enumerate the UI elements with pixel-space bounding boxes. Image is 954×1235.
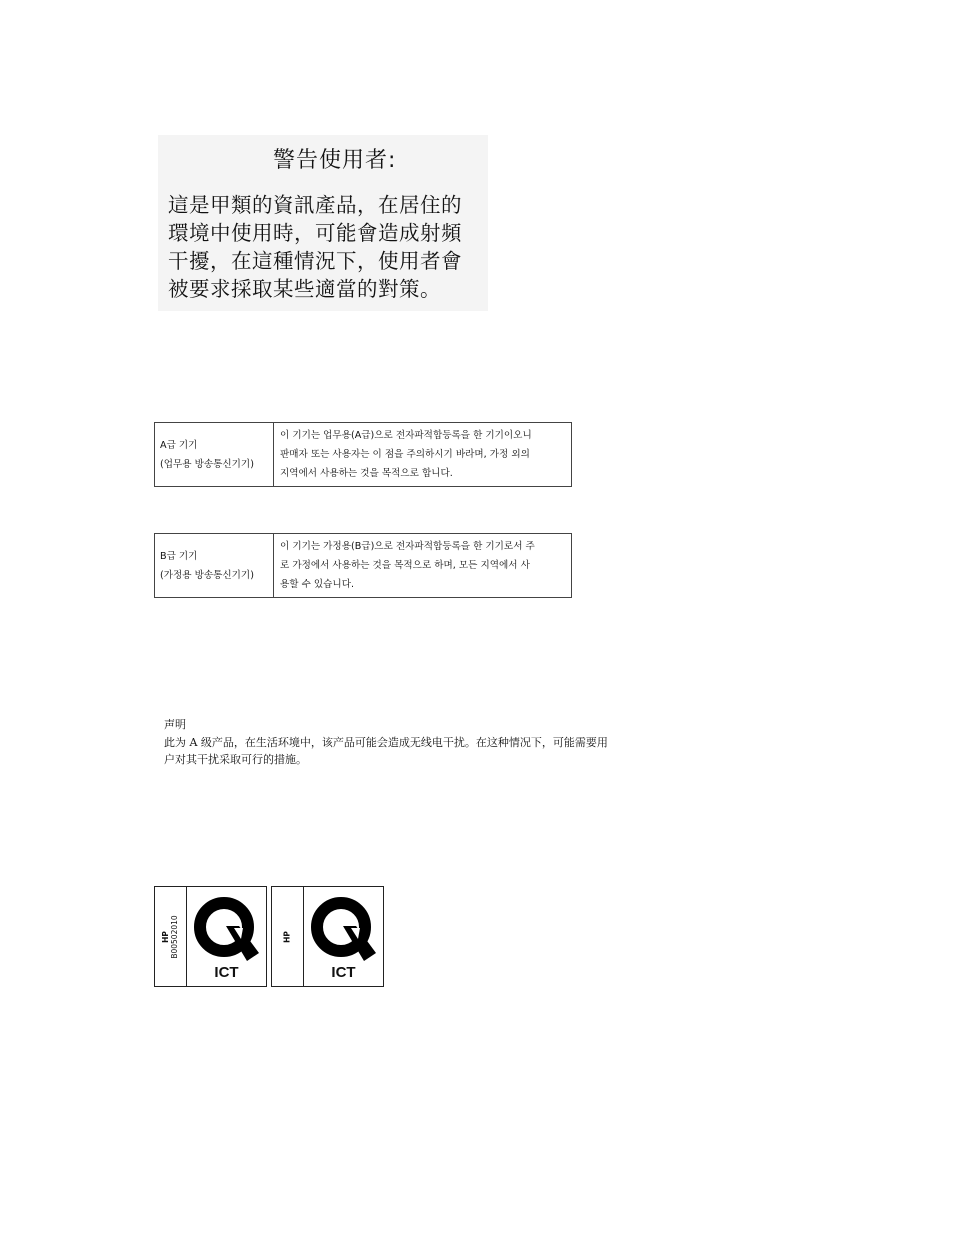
taiwan-warning-line: 環境中使用時，可能會造成射頻 [168, 221, 462, 245]
ict-mark-side-panel [272, 887, 304, 986]
korea-class-b-table [154, 533, 572, 598]
korea-class-b-line: 로 가정에서 사용하는 것을 목적으로 하며, 모든 지역에서 사 [280, 560, 530, 571]
korea-class-a-text [274, 423, 572, 487]
taiwan-warning-title: 警告使用者: [273, 148, 397, 173]
china-statement-line: 户对其干扰采取可行的措施。 [164, 753, 307, 766]
ict-code: B00502010 [170, 915, 179, 959]
korea-class-b-label-2: (가정용 방송통신기기) [160, 569, 254, 581]
korea-class-a-label-1: A급 기기 [160, 439, 198, 451]
korea-class-a-line: 이 기기는 업무용(A급)으로 전자파적합등록을 한 기기이오니 [280, 430, 532, 441]
china-statement-line: 此为 A 级产品，在生活环境中，该产品可能会造成无线电干扰。在这种情况下，可能需要用 [164, 735, 608, 749]
taiwan-bsmi-warning [158, 135, 488, 311]
ict-mark-side-text [283, 931, 292, 943]
china-statement [164, 716, 608, 769]
ict-vendor: HP [161, 931, 170, 943]
korea-class-b-label [155, 534, 274, 598]
taiwan-warning-line: 這是甲類的資訊產品，在居住的 [168, 193, 462, 217]
korea-class-a-line: 지역에서 사용하는 것을 목적으로 합니다. [280, 468, 453, 479]
ict-mark-side-text [161, 915, 179, 958]
korea-class-a-line: 판매자 또는 사용자는 이 점을 주의하시기 바라며, 가정 외의 [280, 449, 530, 460]
china-statement-title: 声明 [164, 718, 186, 731]
korea-class-b-line: 용할 수 있습니다. [280, 579, 355, 590]
taiwan-warning-body [168, 191, 462, 303]
korea-class-a-label-2: (업무용 방송통신기기) [160, 458, 254, 470]
korea-class-a-table [154, 422, 572, 487]
korea-class-b-line: 이 기기는 가정용(B급)으로 전자파적합등록을 한 기기로서 주 [280, 541, 535, 552]
korea-class-b-label-1: B급 기기 [160, 550, 198, 562]
kc-certification-icon [308, 893, 380, 963]
taiwan-warning-line: 干擾，在這種情況下，使用者會 [168, 249, 462, 273]
ict-label: ICT [331, 964, 356, 981]
korea-class-a-label [155, 423, 274, 487]
kc-certification-icon [191, 893, 263, 963]
ict-mark [271, 886, 384, 987]
ict-mark-with-code [154, 886, 267, 987]
ict-mark-side-panel [155, 887, 187, 986]
korea-class-b-text [274, 534, 572, 598]
ict-vendor: HP [282, 931, 292, 943]
taiwan-warning-line: 被要求採取某些適當的對策。 [168, 277, 441, 301]
ict-label: ICT [214, 964, 239, 981]
